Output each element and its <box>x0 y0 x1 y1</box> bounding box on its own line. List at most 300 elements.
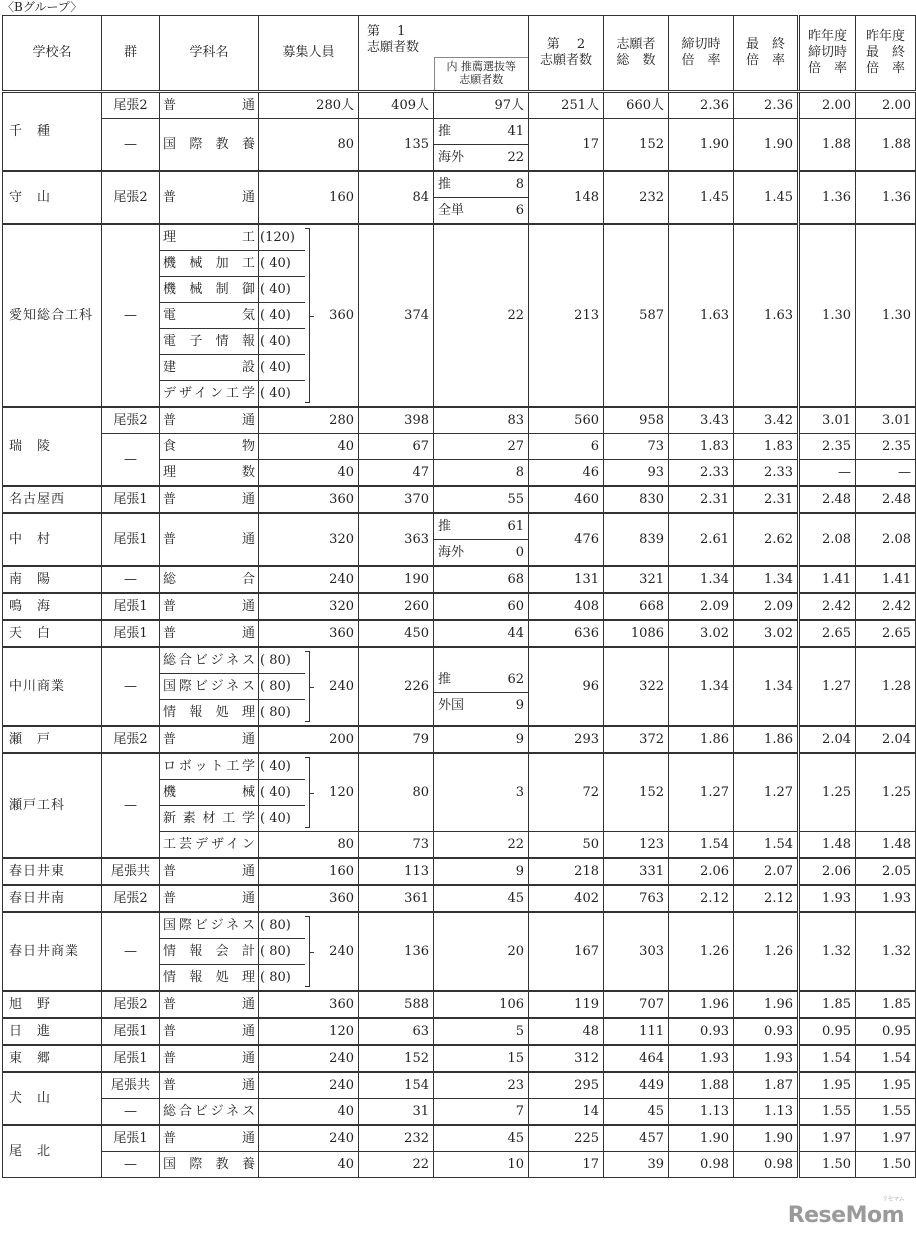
subquota: ( 80) <box>260 705 291 720</box>
subquota-group <box>259 648 358 725</box>
first-choice-cell: 79 <box>359 726 434 753</box>
second-choice-cell: 17 <box>529 1152 604 1178</box>
prev-cutoff-ratio-cell: 1.48 <box>799 832 856 859</box>
final-ratio-cell: 1.83 <box>734 434 799 460</box>
subquota: ( 80) <box>259 913 305 939</box>
first-choice-cell: 136 <box>359 912 434 991</box>
table-row <box>3 593 916 620</box>
final-ratio-cell: 2.31 <box>734 486 799 513</box>
school-name: 南 陽 <box>3 566 102 593</box>
school-name: 旭 野 <box>3 991 102 1018</box>
first-choice-cell: 80 <box>359 753 434 832</box>
recommendation-cell: 5 <box>434 1018 529 1045</box>
cutoff-ratio-cell: 1.45 <box>669 171 734 224</box>
first-choice-cell: 154 <box>359 1072 434 1099</box>
subquota: ( 40) <box>259 303 305 329</box>
cutoff-ratio-cell: 2.61 <box>669 513 734 566</box>
header-first-choice <box>359 16 434 92</box>
recommendation-cell: 97人 <box>434 92 529 119</box>
first-choice-cell: 22 <box>359 1152 434 1178</box>
recommendation-label: 海外 <box>438 545 465 560</box>
second-choice-cell: 476 <box>529 513 604 566</box>
second-choice-cell: 460 <box>529 486 604 513</box>
dept-cell <box>160 753 259 832</box>
total-cell: 39 <box>604 1152 669 1178</box>
subdept-name: 機械制御 <box>160 277 258 303</box>
prev-final-ratio-cell: 2.05 <box>856 858 916 885</box>
prev-cutoff-ratio-cell: 2.48 <box>799 486 856 513</box>
subquota: ( 40) <box>260 811 291 826</box>
dept-cell: 普 通 <box>160 92 259 119</box>
table-row <box>3 566 916 593</box>
total-cell: 322 <box>604 647 669 726</box>
recommendation-item <box>434 145 528 170</box>
subquota-group <box>259 225 358 406</box>
total-cell: 331 <box>604 858 669 885</box>
header-dept: 学科名 <box>160 16 259 92</box>
group-cell: — <box>102 434 160 487</box>
recommendation-cell: 9 <box>434 858 529 885</box>
total-cell: 372 <box>604 726 669 753</box>
recommendation-cell: 20 <box>434 912 529 991</box>
table-row <box>3 1045 916 1072</box>
prev-final-ratio-cell: — <box>856 460 916 487</box>
first-choice-cell: 47 <box>359 460 434 487</box>
table-row <box>3 119 916 172</box>
dept-cell: 普 通 <box>160 513 259 566</box>
subquota: ( 40) <box>259 754 305 780</box>
header-rec-b: 志願者数 <box>459 73 504 86</box>
subquota-list <box>259 913 305 990</box>
dept-cell: 国際教養 <box>160 119 259 172</box>
second-choice-cell: 402 <box>529 885 604 912</box>
final-ratio-cell: 1.45 <box>734 171 799 224</box>
recommendation-value: 0 <box>515 545 524 560</box>
total-cell: 123 <box>604 832 669 859</box>
dept-cell: 総合ビジネス <box>160 1099 259 1126</box>
first-choice-cell: 226 <box>359 647 434 726</box>
final-ratio-cell: 0.98 <box>734 1152 799 1178</box>
prev-final-ratio-cell: 2.35 <box>856 434 916 460</box>
prev-final-ratio-cell: 2.65 <box>856 620 916 647</box>
school-name: 瑞 陵 <box>3 407 102 486</box>
recommendation-value: 9 <box>515 698 524 713</box>
first-choice-cell: 260 <box>359 593 434 620</box>
first-choice-cell: 374 <box>359 224 434 407</box>
group-cell: — <box>102 224 160 407</box>
prev-cutoff-ratio-cell: 1.97 <box>799 1125 856 1152</box>
first-choice-cell: 361 <box>359 885 434 912</box>
table-row <box>3 647 916 726</box>
table-row <box>3 513 916 566</box>
recommendation-item <box>434 119 528 145</box>
subquota: ( 80) <box>259 648 305 674</box>
recommendation-value: 62 <box>507 672 524 687</box>
subquota: ( 40) <box>259 780 305 806</box>
dept-cell: 普 通 <box>160 407 259 434</box>
total-cell: 303 <box>604 912 669 991</box>
header-prevfinal-a: 昨年度 <box>865 29 905 44</box>
total-cell: 232 <box>604 171 669 224</box>
cutoff-ratio-cell: 1.26 <box>669 912 734 991</box>
subdept-name: 情報処理 <box>163 970 255 985</box>
header-total-b: 総 数 <box>616 53 656 68</box>
cutoff-ratio-cell: 1.34 <box>669 566 734 593</box>
dept-cell: 普 通 <box>160 1018 259 1045</box>
prev-cutoff-ratio-cell: 1.41 <box>799 566 856 593</box>
second-choice-cell: 96 <box>529 647 604 726</box>
prev-final-ratio-cell: 2.04 <box>856 726 916 753</box>
recommendation-cell <box>434 119 529 172</box>
group-cell: 尾張2 <box>102 991 160 1018</box>
cutoff-ratio-cell: 1.63 <box>669 224 734 407</box>
school-name: 守 山 <box>3 171 102 224</box>
recommendation-cell: 22 <box>434 832 529 859</box>
group-cell: 尾張2 <box>102 171 160 224</box>
cutoff-ratio-cell: 1.86 <box>669 726 734 753</box>
recommendation-cell: 10 <box>434 1152 529 1178</box>
dept-cell: 食 物 <box>160 434 259 460</box>
prev-final-ratio-cell: 1.30 <box>856 224 916 407</box>
recommendation-breakdown <box>434 655 528 718</box>
table-row <box>3 1072 916 1099</box>
subquota: ( 80) <box>259 674 305 700</box>
second-choice-cell: 17 <box>529 119 604 172</box>
prev-cutoff-ratio-cell: 2.04 <box>799 726 856 753</box>
subdept-name: 機 械 <box>160 780 258 806</box>
prev-final-ratio-cell: 1.50 <box>856 1152 916 1178</box>
subquota: ( 80) <box>259 939 305 965</box>
dept-cell <box>160 912 259 991</box>
final-ratio-cell: 1.90 <box>734 1125 799 1152</box>
second-choice-cell: 225 <box>529 1125 604 1152</box>
dept-cell: 普 通 <box>160 593 259 620</box>
second-choice-cell: 14 <box>529 1099 604 1126</box>
subquota-group <box>259 754 358 831</box>
recommendation-cell: 22 <box>434 224 529 407</box>
cutoff-ratio-cell: 1.54 <box>669 832 734 859</box>
dept-cell: 工芸デザイン <box>160 832 259 859</box>
recommendation-value: 6 <box>515 203 524 218</box>
subdept-name: デザイン工学 <box>163 386 255 401</box>
final-ratio-cell: 2.62 <box>734 513 799 566</box>
dept-cell: 普 通 <box>160 726 259 753</box>
quota-cell: 320 <box>259 593 359 620</box>
header-prev-cutoff-ratio <box>799 16 856 92</box>
subquota-list <box>259 754 305 831</box>
recommendation-cell: 55 <box>434 486 529 513</box>
quota-cell: 240 <box>259 1045 359 1072</box>
header-prevfinal-c: 倍 率 <box>865 61 905 76</box>
recommendation-item <box>434 172 528 198</box>
table-row <box>3 753 916 832</box>
recommendation-breakdown <box>434 119 528 170</box>
second-choice-cell: 312 <box>529 1045 604 1072</box>
prev-cutoff-ratio-cell: 1.30 <box>799 224 856 407</box>
subdept-name: 情報会計 <box>160 939 258 965</box>
total-cell: 668 <box>604 593 669 620</box>
final-ratio-cell: 1.90 <box>734 119 799 172</box>
recommendation-cell: 9 <box>434 726 529 753</box>
header-first-a: 第 1 <box>367 24 406 39</box>
recommendation-item <box>434 540 528 565</box>
quota-cell: 160 <box>259 171 359 224</box>
total-cell: 1086 <box>604 620 669 647</box>
recommendation-item <box>434 693 528 718</box>
cutoff-ratio-cell: 1.83 <box>669 434 734 460</box>
prev-final-ratio-cell: 1.28 <box>856 647 916 726</box>
recommendation-cell: 45 <box>434 885 529 912</box>
prev-cutoff-ratio-cell: 2.42 <box>799 593 856 620</box>
quota-cell: 360 <box>259 885 359 912</box>
school-name: 瀬 戸 <box>3 726 102 753</box>
dept-cell: 普 通 <box>160 885 259 912</box>
header-row <box>3 16 916 92</box>
first-choice-cell: 588 <box>359 991 434 1018</box>
recommendation-cell: 45 <box>434 1125 529 1152</box>
subdept-list <box>160 913 258 990</box>
cutoff-ratio-cell: 3.02 <box>669 620 734 647</box>
header-prevcut-b: 締切時 <box>807 45 847 60</box>
cutoff-ratio-cell: 0.93 <box>669 1018 734 1045</box>
prev-final-ratio-cell: 2.00 <box>856 92 916 119</box>
quota-cell: 320 <box>259 513 359 566</box>
quota-cell <box>259 753 359 832</box>
dept-cell: 普 通 <box>160 1125 259 1152</box>
header-second-a: 第 2 <box>546 37 586 52</box>
group-cell: — <box>102 753 160 858</box>
first-choice-cell: 31 <box>359 1099 434 1126</box>
header-final-b: 倍 率 <box>745 53 785 68</box>
second-choice-cell: 251人 <box>529 92 604 119</box>
recommendation-item <box>434 514 528 540</box>
header-rec-a: 内 推薦選抜等 <box>446 60 516 73</box>
final-ratio-cell: 1.87 <box>734 1072 799 1099</box>
recommendation-cell: 27 <box>434 434 529 460</box>
school-name: 犬 山 <box>3 1072 102 1125</box>
prev-final-ratio-cell: 1.41 <box>856 566 916 593</box>
recommendation-cell: 106 <box>434 991 529 1018</box>
dept-cell <box>160 224 259 407</box>
quota-cell: 40 <box>259 434 359 460</box>
final-ratio-cell: 2.12 <box>734 885 799 912</box>
recommendation-cell: 15 <box>434 1045 529 1072</box>
prev-cutoff-ratio-cell: 1.55 <box>799 1099 856 1126</box>
total-cell: 958 <box>604 407 669 434</box>
header-total-a: 志願者 <box>616 37 656 52</box>
first-choice-cell: 84 <box>359 171 434 224</box>
prev-cutoff-ratio-cell: 2.06 <box>799 858 856 885</box>
final-ratio-cell: 2.07 <box>734 858 799 885</box>
subquota: ( 40) <box>259 277 305 303</box>
prev-final-ratio-cell: 1.36 <box>856 171 916 224</box>
header-final-a: 最 終 <box>745 37 785 52</box>
table-row <box>3 1018 916 1045</box>
table-row <box>3 858 916 885</box>
subquota: ( 40) <box>259 355 305 381</box>
subdept-name: 建 設 <box>160 355 258 381</box>
recommendation-breakdown <box>434 172 528 223</box>
group-cell: 尾張1 <box>102 1045 160 1072</box>
group-cell: 尾張1 <box>102 486 160 513</box>
recommendation-cell: 7 <box>434 1099 529 1126</box>
group-cell: 尾張1 <box>102 593 160 620</box>
school-name: 中 村 <box>3 513 102 566</box>
dept-cell: 総 合 <box>160 566 259 593</box>
header-prevcut-c: 倍 率 <box>807 61 847 76</box>
quota-cell: 40 <box>259 1152 359 1178</box>
table-row <box>3 912 916 991</box>
quota-cell: 200 <box>259 726 359 753</box>
dept-cell: 普 通 <box>160 991 259 1018</box>
quota-cell: 160 <box>259 858 359 885</box>
second-choice-cell: 295 <box>529 1072 604 1099</box>
quota-cell: 360 <box>259 486 359 513</box>
prev-cutoff-ratio-cell: 1.95 <box>799 1072 856 1099</box>
prev-final-ratio-cell: 1.95 <box>856 1072 916 1099</box>
cutoff-ratio-cell: 2.06 <box>669 858 734 885</box>
recommendation-item <box>434 655 528 693</box>
prev-final-ratio-cell: 1.93 <box>856 885 916 912</box>
subdept-name: 理 工 <box>160 225 258 251</box>
prev-cutoff-ratio-cell: 2.65 <box>799 620 856 647</box>
final-ratio-cell: 1.54 <box>734 832 799 859</box>
dept-cell: 普 通 <box>160 171 259 224</box>
group-cell: 尾張共 <box>102 858 160 885</box>
total-cell: 707 <box>604 991 669 1018</box>
final-ratio-cell: 1.34 <box>734 566 799 593</box>
prev-cutoff-ratio-cell: 1.32 <box>799 912 856 991</box>
total-cell: 321 <box>604 566 669 593</box>
first-choice-cell: 67 <box>359 434 434 460</box>
header-school: 学校名 <box>3 16 102 92</box>
first-choice-cell: 370 <box>359 486 434 513</box>
quota-cell: 240 <box>259 566 359 593</box>
first-choice-cell: 135 <box>359 119 434 172</box>
prev-cutoff-ratio-cell: 1.50 <box>799 1152 856 1178</box>
bracket-icon <box>305 757 310 828</box>
prev-final-ratio-cell: 1.97 <box>856 1125 916 1152</box>
school-name: 東 郷 <box>3 1045 102 1072</box>
cutoff-ratio-cell: 2.12 <box>669 885 734 912</box>
group-cell: 尾張1 <box>102 1018 160 1045</box>
table-row <box>3 407 916 434</box>
recommendation-label: 推 <box>438 672 452 687</box>
total-cell: 763 <box>604 885 669 912</box>
prev-cutoff-ratio-cell: 1.93 <box>799 885 856 912</box>
school-name: 天 白 <box>3 620 102 647</box>
prev-cutoff-ratio-cell: 1.27 <box>799 647 856 726</box>
prev-cutoff-ratio-cell: 2.35 <box>799 434 856 460</box>
school-name: 日 進 <box>3 1018 102 1045</box>
cutoff-ratio-cell: 0.98 <box>669 1152 734 1178</box>
second-choice-cell: 167 <box>529 912 604 991</box>
final-ratio-cell: 1.86 <box>734 726 799 753</box>
quota-total: 360 <box>329 308 354 323</box>
recommendation-cell: 3 <box>434 753 529 832</box>
recommendation-value: 8 <box>515 177 524 192</box>
logo-subtext: リセマム <box>882 1196 904 1203</box>
second-choice-cell: 408 <box>529 593 604 620</box>
prev-final-ratio-cell: 3.01 <box>856 407 916 434</box>
prev-final-ratio-cell: 1.88 <box>856 119 916 172</box>
group-cell: 尾張共 <box>102 1072 160 1099</box>
recommendation-label: 推 <box>438 124 452 139</box>
prev-final-ratio-cell: 1.48 <box>856 832 916 859</box>
recommendation-label: 外国 <box>438 698 465 713</box>
first-choice-cell: 450 <box>359 620 434 647</box>
subquota: ( 40) <box>259 329 305 355</box>
quota-cell: 40 <box>259 460 359 487</box>
table-row <box>3 1099 916 1126</box>
group-cell: — <box>102 912 160 991</box>
first-choice-cell: 398 <box>359 407 434 434</box>
quota-total: 120 <box>329 785 354 800</box>
group-cell: — <box>102 647 160 726</box>
final-ratio-cell: 1.96 <box>734 991 799 1018</box>
subdept-list <box>160 754 258 831</box>
dept-cell: 普 通 <box>160 486 259 513</box>
prev-cutoff-ratio-cell: 1.85 <box>799 991 856 1018</box>
recommendation-breakdown <box>434 514 528 565</box>
table-row <box>3 991 916 1018</box>
subquota-list <box>259 648 305 725</box>
final-ratio-cell: 1.63 <box>734 224 799 407</box>
cutoff-ratio-cell: 1.90 <box>669 1125 734 1152</box>
recommendation-cell: 8 <box>434 460 529 487</box>
school-name: 春日井南 <box>3 885 102 912</box>
subdept-name: 情報処理 <box>163 705 255 720</box>
subdept-list <box>160 225 258 406</box>
header-second-choice <box>529 16 604 92</box>
header-prev-final-ratio <box>856 16 916 92</box>
recommendation-value: 22 <box>507 150 524 165</box>
total-cell: 152 <box>604 119 669 172</box>
recommendation-cell <box>434 513 529 566</box>
final-ratio-cell: 1.26 <box>734 912 799 991</box>
second-choice-cell: 148 <box>529 171 604 224</box>
group-cell: 尾張2 <box>102 407 160 434</box>
prev-cutoff-ratio-cell: 2.00 <box>799 92 856 119</box>
recommendation-value: 41 <box>507 124 524 139</box>
total-cell: 111 <box>604 1018 669 1045</box>
school-name: 名古屋西 <box>3 486 102 513</box>
bracket-icon <box>305 916 310 987</box>
prev-final-ratio-cell: 2.42 <box>856 593 916 620</box>
bracket-icon <box>305 651 310 722</box>
prev-cutoff-ratio-cell: 1.36 <box>799 171 856 224</box>
total-cell: 464 <box>604 1045 669 1072</box>
quota-cell: 280 <box>259 407 359 434</box>
subdept-name: 新素材工学 <box>163 811 255 826</box>
dept-cell: 普 通 <box>160 858 259 885</box>
table-body <box>3 92 916 1178</box>
dept-cell <box>160 647 259 726</box>
first-choice-cell: 363 <box>359 513 434 566</box>
total-cell: 73 <box>604 434 669 460</box>
dept-cell: 理 数 <box>160 460 259 487</box>
total-cell: 457 <box>604 1125 669 1152</box>
subquota: ( 80) <box>260 970 291 985</box>
recommendation-value: 61 <box>507 519 524 534</box>
school-name: 鳴 海 <box>3 593 102 620</box>
school-name: 愛知総合工科 <box>3 224 102 407</box>
table-row <box>3 171 916 224</box>
school-name: 千 種 <box>3 92 102 172</box>
total-cell: 660人 <box>604 92 669 119</box>
header-first-b: 志願者数 <box>367 40 420 55</box>
header-second-b: 志願者数 <box>539 53 592 68</box>
